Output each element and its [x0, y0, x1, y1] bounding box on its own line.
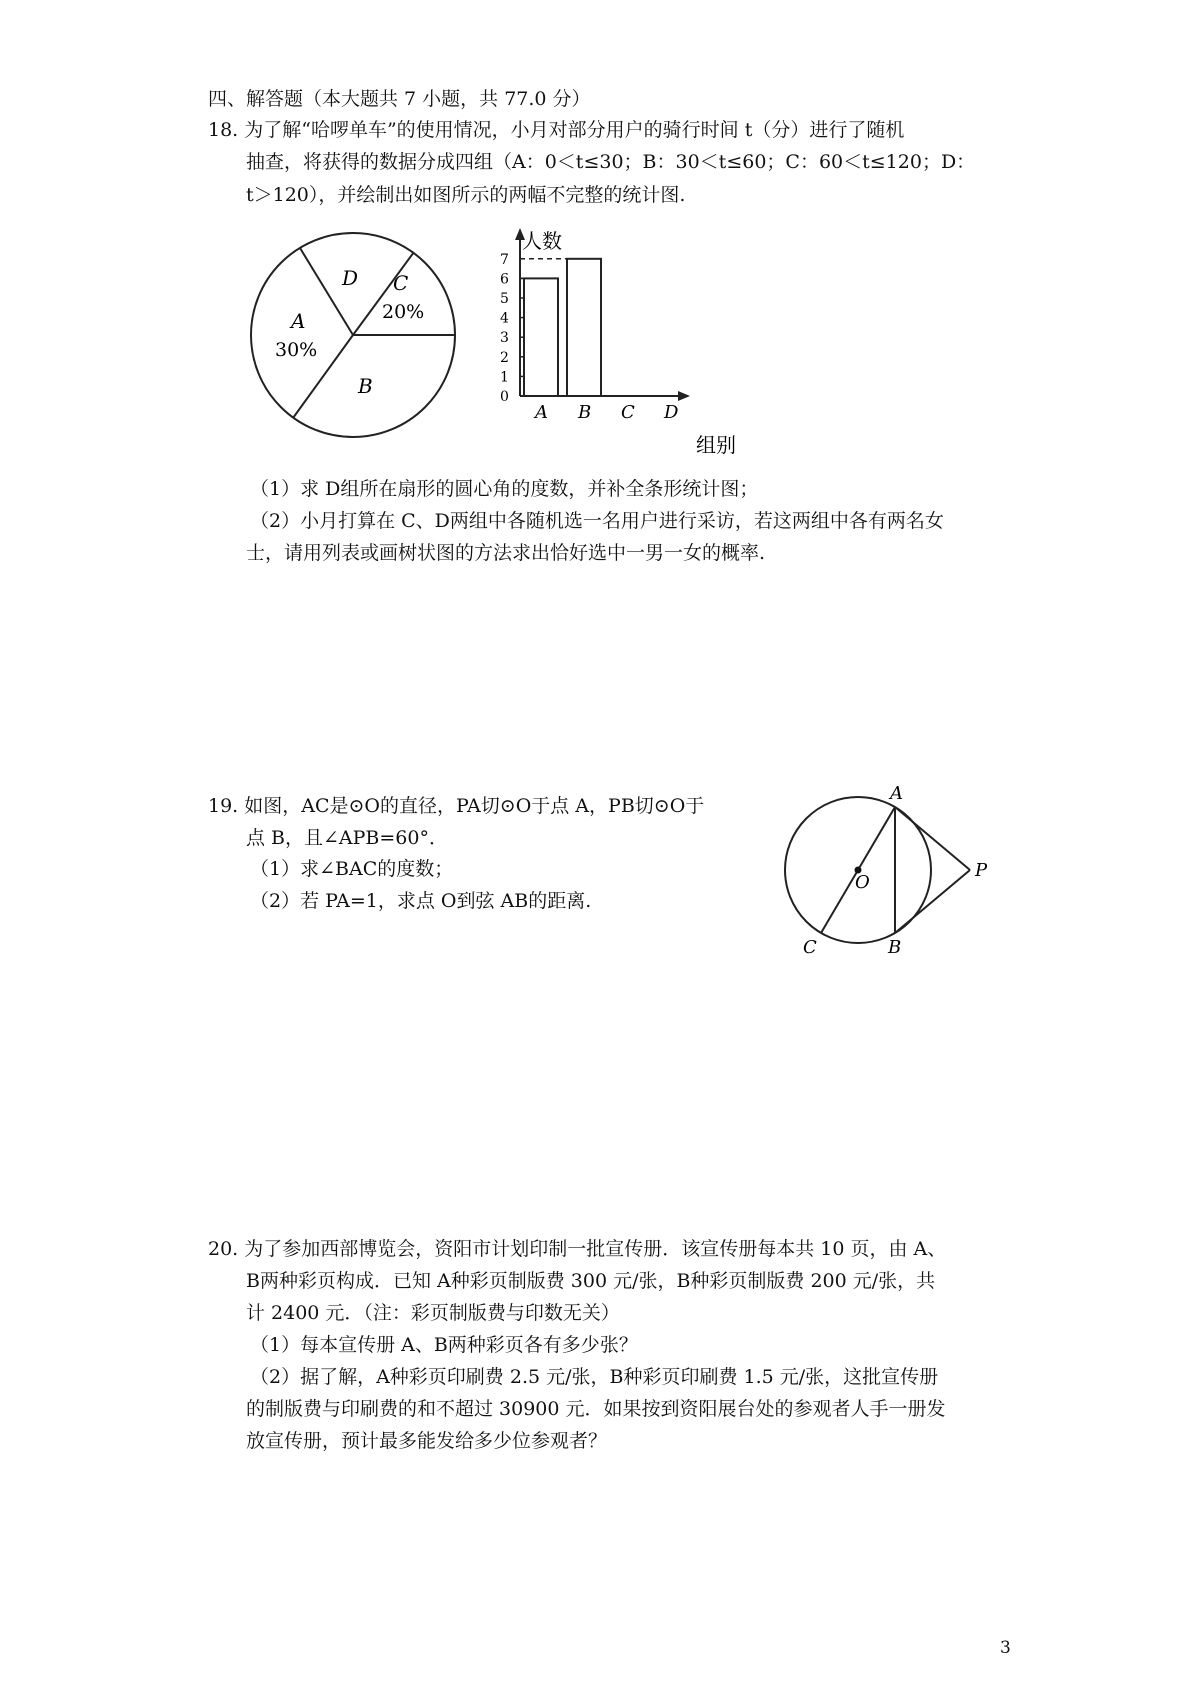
q20-line-3: 计 2400 元．（注：彩页制版费与印数无关）: [246, 1302, 620, 1324]
bar-category-label: A: [535, 402, 548, 423]
q18-line-3: t＞120），并绘制出如图所示的两幅不完整的统计图.: [246, 184, 686, 206]
page-number: 3: [1000, 1638, 1011, 1658]
bar-y-tick-label: 0: [500, 389, 509, 405]
figure-label-a: A: [890, 785, 903, 804]
pie-label-d: D: [342, 266, 359, 290]
bar-y-tick-label: 2: [500, 349, 509, 366]
figure-label-o: O: [855, 872, 870, 893]
q20-part-2-line-1: （2）据了解，A种彩页印刷费 2.5 元/张，B种彩页印刷费 1.5 元/张，这批宣传册: [250, 1366, 939, 1388]
bar-category-label: C: [621, 402, 635, 423]
bar-a: [524, 278, 558, 396]
q19-part-1: （1）求∠BAC的度数；: [250, 858, 454, 880]
q18-part-2-line-2: 士，请用列表或画树状图的方法求出恰好选中一男一女的概率.: [246, 542, 766, 564]
q18-part-2-line-1: （2）小月打算在 C、D两组中各随机选一名用户进行采访，若这两组中各有两名女: [250, 510, 944, 532]
pie-pct-a: 30%: [275, 339, 318, 361]
q18-line-1: 18. 为了解“哈啰单车”的使用情况，小月对部分用户的骑行时间 t（分）进行了随机: [208, 119, 905, 141]
figure-label-b: B: [888, 937, 902, 958]
pie-pct-c: 20%: [382, 301, 425, 323]
bar-chart: [488, 228, 788, 463]
q19-line-1: 19. 如图，AC是⊙O的直径，PA切⊙O于点 A，PB切⊙O于: [208, 795, 705, 817]
q20-line-2: B两种彩页构成．已知 A种彩页制版费 300 元/张，B种彩页制版费 200 元/张，共: [246, 1270, 936, 1292]
q20-line-1: 20. 为了参加西部博览会，资阳市计划印制一批宣传册．该宣传册每本共 10 页，由 A、: [208, 1238, 947, 1260]
q20-part-2-line-3: 放宣传册，预计最多能发给多少位参观者？: [246, 1430, 608, 1452]
q18-line-2: 抽查，将获得的数据分成四组（A：0＜t≤30；B：30＜t≤60；C：60＜t≤120；D：: [246, 151, 976, 173]
q19-part-2: （2）若 PA=1，求点 O到弦 AB的距离.: [250, 890, 592, 912]
bar-y-tick-label: 1: [500, 369, 509, 386]
q18-part-1: （1）求 D组所在扇形的圆心角的度数，并补全条形统计图；: [250, 478, 759, 500]
bar-y-tick-label: 7: [500, 251, 509, 268]
bar-y-tick-label: 3: [500, 330, 509, 347]
bar-y-tick-label: 6: [500, 271, 509, 288]
figure-label-p: P: [975, 860, 988, 881]
bar-b: [567, 259, 601, 396]
q19-line-2: 点 B，且∠APB=60°．: [246, 827, 448, 849]
q20-part-2-line-2: 的制版费与印刷费的和不超过 30900 元．如果按到资阳展台处的参观者人手一册发: [246, 1398, 946, 1420]
pie-chart: [245, 228, 465, 448]
bar-category-label: B: [578, 402, 592, 423]
bar-category-label: D: [664, 402, 679, 423]
q20-part-1: （1）每本宣传册 A、B两种彩页各有多少张？: [250, 1334, 638, 1356]
pie-label-a: A: [291, 309, 306, 333]
bar-y-tick-label: 5: [500, 291, 509, 307]
bar-x-axis-label: 组别: [696, 433, 736, 457]
bar-y-tick-label: 4: [500, 310, 509, 327]
circle-tangent-figure: [775, 785, 1005, 960]
section-header: 四、解答题（本大题共 7 小题，共 77.0 分）: [208, 88, 591, 110]
figure-label-c: C: [803, 937, 817, 958]
bar-x-axis-arrow: [678, 391, 690, 401]
pie-label-c: C: [393, 271, 409, 295]
pie-label-b: B: [358, 374, 373, 398]
bar-y-axis-label: 人数: [522, 229, 562, 253]
